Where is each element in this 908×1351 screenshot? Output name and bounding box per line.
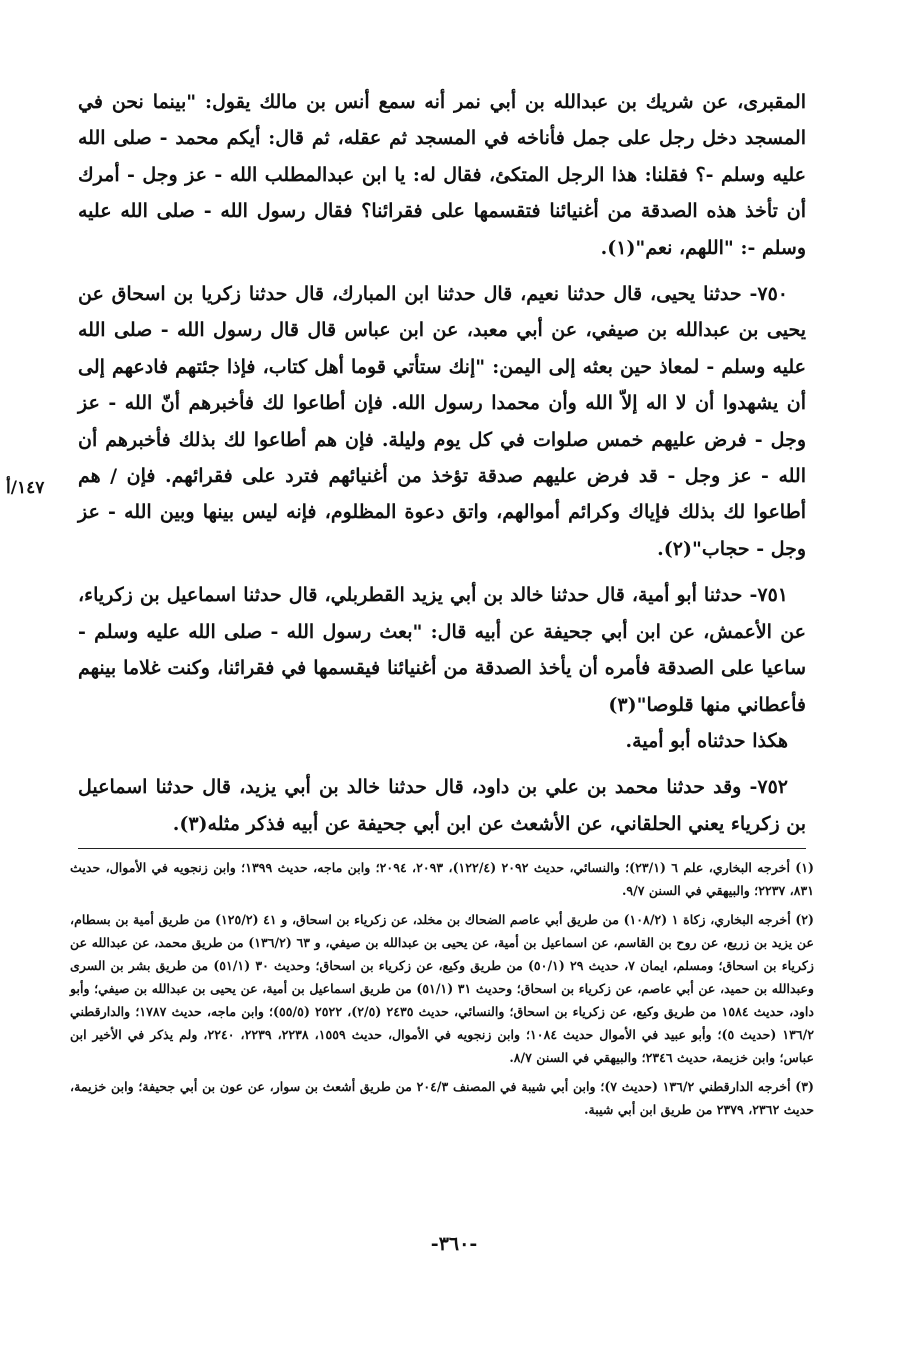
paragraph-continuation: المقبرى، عن شريك بن عبدالله بن أبي نمر أنه سمع أنس بن مالك يقول: "بينما نحن في المسجد دخل رجل على جمل فأناخه في المسجد ثم عقله، ثم قال: أيكم محمد - صلى الله عليه وسلم -؟ فقلنا: هذا الرجل المتكئ، فقال له: يا ابن عبدالمطلب الله - عز وجل - أمرك أن تأخذ هذه الصدقة من أغنيائنا فتقسمها على فقرائنا؟ فقال رسول الله - صلى الله عليه وسلم -: "اللهم، نعم"(١). — [78, 91, 806, 259]
hadith-752: ٧٥٢- وقد حدثنا محمد بن علي بن داود، قال حدثنا خالد بن أبي يزيد، قال حدثنا اسماعيل بن زكرياء يعني الحلقاني، عن الأشعث عن ابن أبي جحيفة عن أبيه فذكر مثله(٣). — [78, 776, 806, 835]
page-number: -٣٦٠- — [430, 1233, 478, 1255]
footnotes — [70, 856, 814, 1127]
narration-note: هكذا حدثناه أبو أمية. — [625, 729, 788, 752]
footnote-divider — [78, 848, 806, 849]
footnote-3: (٣) أخرجه الدارقطني ١٣٦/٢ (حديث ٧)؛ وابن أبي شيبة في المصنف ٢٠٤/٣ من طريق أشعث بن سوار، عن عون بن أبي جحيفة؛ وابن خزيمة، حديث ٢٣٦٢، ٢٣٧٩ من طريق ابن أبي شيبة. — [70, 1079, 814, 1117]
main-text — [78, 84, 806, 842]
hadith-751: ٧٥١- حدثنا أبو أمية، قال حدثنا خالد بن أبي يزيد القطربلي، قال حدثنا اسماعيل بن زكرياء، عن الأعمش، عن ابن أبي جحيفة عن أبيه قال: "بعث رسول الله - صلى الله عليه وسلم - ساعيا على الصدقة فأمره أن يأخذ الصدقة من أغنيائنا فيقسمها في فقرائنا، وكنت غلاما بينهم فأعطاني منها قلوصا"(٣) — [78, 584, 806, 716]
manuscript-folio-marker: ١٤٧/أ — [6, 478, 45, 498]
footnote-2: (٢) أخرجه البخاري، زكاة ١ (١٠٨/٢) من طريق أبي عاصم الضحاك بن مخلد، عن زكرياء بن اسحاق، و ٤١ (١٢٥/٢) من طريق أمية بن بسطام، عن يزيد بن زريع، عن روح بن القاسم، عن اسماعيل بن أمية، عن يحيى بن عبدالله بن صيفي، و ٦٣ (١٣٦/٢) من طريق محمد، عن عبدالله عن زكرياء بن اسحاق؛ ومسلم، ايمان ٧، حديث ٢٩ (٥٠/١) من طريق وكيع، عن زكرياء بن اسحاق؛ وحديث ٣٠ (٥١/١) من طريق بشر بن السرى وعبدالله بن حميد، عن أبي عاصم، عن زكرياء بن اسحاق؛ وحديث ٣١ (٥١/١) من طريق اسماعيل بن أمية، عن يحيى بن عبدالله بن صيفي؛ وأبو داود، حديث ١٥٨٤ من طريق وكيع، عن زكرياء بن اسحاق؛ والنسائي، حديث ٢٤٣٥ (٢/٥)، ٢٥٢٢ (٥٥/٥)؛ وابن ماجه، حديث ١٧٨٧؛ والدارقطني ١٣٦/٢ (حديث ٥)؛ وأبو عبيد في الأموال حديث ١٠٨٤؛ وابن زنجويه في الأموال، حديث ١٥٥٩، ٢٢٣٨، ٢٢٣٩، ٢٢٤٠، ولم يذكر في الأخير ابن عباس؛ وابن خزيمة، حديث ٢٣٤٦؛ والبيهقي في السنن ٨/٧. — [70, 912, 815, 1065]
footnote-1: (١) أخرجه البخاري، علم ٦ (٢٣/١)؛ والنسائي، حديث ٢٠٩٢ (١٢٢/٤)، ٢٠٩٣، ٢٠٩٤؛ وابن ماجه، حديث ١٣٩٩؛ وابن زنجويه في الأموال، حديث ٨٣١، ٢٢٣٧؛ والبيهقي في السنن ٩/٧. — [70, 860, 814, 898]
hadith-750: ٧٥٠- حدثنا يحيى، قال حدثنا نعيم، قال حدثنا ابن المبارك، قال حدثنا زكريا بن اسحاق عن يحيى بن عبدالله بن صيفي، عن أبي معبد، عن ابن عباس قال قال رسول الله - صلى الله عليه وسلم - لمعاذ حين بعثه إلى اليمن: "إنك ستأتي قوما أهل كتاب، فإذا جئتهم فادعهم إلى أن يشهدوا أن لا اله إلاّ الله وأن محمدا رسول الله. فإن أطاعوا لك فأخبرهم أنّ الله - عز وجل - فرض عليهم خمس صلوات في كل يوم وليلة. فإن هم أطاعوا لك بذلك فأخبرهم أن الله - عز وجل - قد فرض عليهم صدقة تؤخذ من أغنيائهم فترد على فقرائهم. فإن / هم أطاعوا لك بذلك فإياك وكرائم أموالهم، واتق دعوة المظلوم، فإنه ليس بينها وبين الله - عز وجل - حجاب"(٢). — [78, 283, 806, 560]
